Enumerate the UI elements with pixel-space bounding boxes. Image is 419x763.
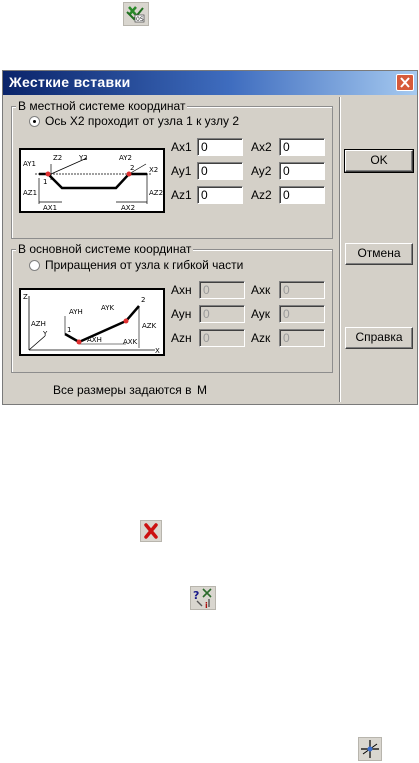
local-scheme-diagram (19, 148, 165, 213)
ax2-field[interactable]: 0 (279, 138, 325, 156)
scheme-label-ay1: AY1 (23, 160, 36, 168)
scheme-label-ayn: AYН (69, 308, 83, 316)
close-button[interactable] (396, 74, 414, 91)
az2-field[interactable]: 0 (279, 186, 325, 204)
ayk-field[interactable]: 0 (279, 305, 325, 323)
dialog-title: Жесткие вставки (9, 74, 131, 90)
vertical-separator (339, 97, 341, 402)
az1-field[interactable]: 0 (197, 186, 243, 204)
scheme-label-az2: AZ2 (149, 189, 163, 197)
label-ayk: Ayк (251, 307, 271, 321)
scheme-label-az1: AZ1 (23, 189, 38, 197)
scheme-label-n1: 1 (67, 326, 72, 334)
svg-text:i: i (205, 601, 208, 609)
radio-increments[interactable] (29, 260, 40, 271)
ax1-field[interactable]: 0 (197, 138, 243, 156)
ayn-field[interactable]: 0 (199, 305, 245, 323)
scheme-label-axk: AXK (123, 338, 138, 346)
scheme-label-z: Z (23, 293, 28, 301)
axn-field[interactable]: 0 (199, 281, 245, 299)
label-ay2: Ay2 (251, 164, 272, 178)
help-button[interactable]: Справка (345, 327, 413, 349)
cancel-button[interactable]: Отмена (345, 243, 413, 265)
label-az2: Az2 (251, 188, 272, 202)
label-az1: Az1 (171, 188, 192, 202)
units-value: М (197, 383, 207, 397)
query-info-icon[interactable] (190, 586, 216, 610)
scheme-label-ax1: AX1 (43, 204, 58, 211)
label-azk: Azк (251, 331, 271, 345)
scheme-label-n2: 2 (141, 296, 146, 304)
ay2-field[interactable]: 0 (279, 162, 325, 180)
azn-field[interactable]: 0 (199, 329, 245, 347)
scheme-label-z2: Z2 (53, 154, 63, 162)
units-text: Все размеры задаются в (53, 383, 192, 397)
scheme-label-ayk: AYK (101, 304, 115, 312)
svg-text:0S: 0S (136, 16, 144, 23)
group-main-title: В основной системе координат (18, 242, 192, 256)
scheme-label-azn: AZН (31, 320, 46, 328)
dialog-titlebar[interactable] (3, 71, 417, 95)
scheme-label-n1: 1 (43, 178, 48, 186)
radio-increments-label[interactable]: Приращения от узла к гибкой части (45, 258, 244, 272)
azk-field[interactable]: 0 (279, 329, 325, 347)
scheme-label-azk: AZK (142, 322, 157, 330)
ok-button[interactable]: OK (345, 150, 413, 172)
scheme-label-ax2: AX2 (121, 204, 136, 211)
rigid-inserts-dialog (2, 70, 418, 405)
ay1-field[interactable]: 0 (197, 162, 243, 180)
scheme-label-x2: X2 (149, 166, 159, 174)
scheme-label-y2: Y2 (79, 154, 88, 162)
scheme-label-ay2: AY2 (119, 154, 132, 162)
radio-local-axis-label[interactable]: Ось X2 проходит от узла 1 к узлу 2 (45, 114, 240, 128)
scheme-label-y: Y (43, 330, 48, 338)
node-axis-icon[interactable] (358, 737, 382, 761)
radio-local-axis[interactable] (29, 116, 40, 127)
svg-text:?: ? (193, 589, 200, 602)
label-ax1: Ax1 (171, 140, 192, 154)
group-local-title: В местной системе координат (18, 99, 186, 113)
label-ax2: Ax2 (251, 140, 272, 154)
main-scheme-diagram (19, 288, 165, 356)
scheme-label-n2: 2 (130, 164, 135, 172)
label-ay1: Ay1 (171, 164, 192, 178)
scheme-label-axn: AXН (87, 336, 102, 344)
label-azn: Azн (171, 331, 192, 345)
rigid-insert-tool-icon[interactable] (123, 2, 149, 26)
delete-icon[interactable] (140, 520, 162, 542)
scheme-label-x: X (155, 347, 160, 354)
label-axn: Axн (171, 283, 192, 297)
label-axk: Axк (251, 283, 271, 297)
axk-field[interactable]: 0 (279, 281, 325, 299)
close-icon (398, 76, 412, 89)
label-ayn: Ayн (171, 307, 192, 321)
